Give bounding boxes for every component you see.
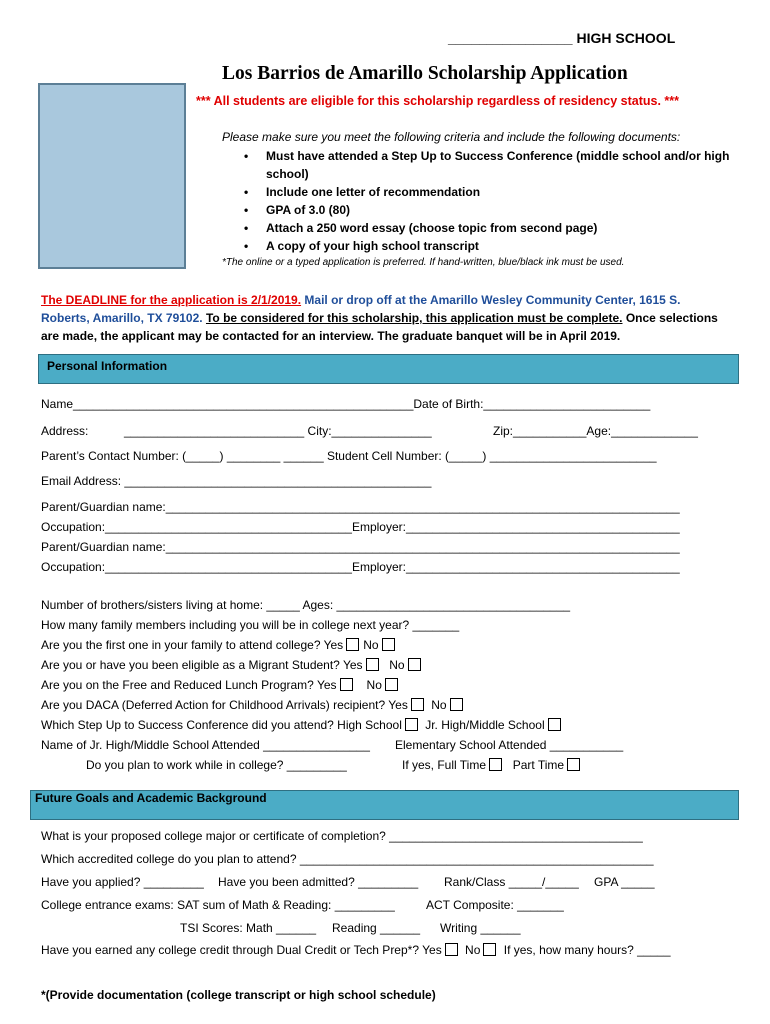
- address-label: Address:: [41, 424, 89, 438]
- daca-question: Are you DACA (Deferred Action for Childhood Arrivals) recipient? Yes No: [41, 698, 467, 712]
- deadline-rest: Once selections are made, the applicant may be contacted for an interview. The graduate banquet will be in April 2019.: [41, 311, 718, 343]
- tsi-writing-field[interactable]: Writing ______: [440, 921, 521, 935]
- section-future-goals: Future Goals and Academic Background: [30, 790, 739, 820]
- footnote: *The online or a typed application is preferred. If hand-written, blue/black ink must be used.: [222, 257, 625, 268]
- credit-hours-field[interactable]: If yes, how many hours? _____: [503, 943, 671, 957]
- guardian-name-field[interactable]: Parent/Guardian name:_____________________________________________________________________________: [41, 540, 680, 554]
- criteria-intro: Please make sure you meet the following criteria and include the following documents:: [222, 130, 681, 144]
- high-school-checkbox[interactable]: [405, 718, 418, 731]
- occupation-field[interactable]: Occupation:_____________________________________Employer:_________________________________________: [41, 520, 680, 534]
- conference-question: Which Step Up to Success Conference did you attend? High School Jr. High/Middle School: [41, 718, 565, 732]
- deadline-address: Mail or drop off at the Amarillo Wesley Community Center, 1615 S.: [301, 293, 681, 307]
- sat-field[interactable]: College entrance exams: SAT sum of Math & Reading: _________: [41, 898, 395, 912]
- documentation-note: *(Provide documentation (college transcript or high school schedule): [41, 988, 436, 1002]
- lunch-question: Are you on the Free and Reduced Lunch Program? Yes No: [41, 678, 402, 692]
- criteria-item: • Include one letter of recommendation: [244, 185, 481, 199]
- gpa-field[interactable]: GPA _____: [594, 875, 655, 889]
- act-field[interactable]: ACT Composite: _______: [426, 898, 564, 912]
- criteria-item: • GPA of 3.0 (80): [244, 203, 351, 217]
- criteria-item: • Must have attended a Step Up to Success Conference (middle school and/or high school): [244, 149, 730, 181]
- section-personal-information: Personal Information: [38, 354, 739, 384]
- first-college-yes-checkbox[interactable]: [346, 638, 359, 651]
- admitted-field[interactable]: Have you been admitted? _________: [218, 875, 419, 889]
- deadline-address-cont: Roberts, Amarillo, TX 79102.: [41, 311, 203, 325]
- guardian-name-field[interactable]: Parent/Guardian name:_____________________________________________________________________________: [41, 500, 680, 514]
- applied-field[interactable]: Have you applied? _________: [41, 875, 204, 889]
- deadline-complete-note: To be considered for this scholarship, this application must be complete.: [205, 311, 623, 325]
- work-in-college-field[interactable]: Do you plan to work while in college? _________: [86, 758, 347, 772]
- contact-numbers-field[interactable]: Parent’s Contact Number: (_____) ________ ______ Student Cell Number: (_____) _________________________: [41, 449, 657, 463]
- address-city-field[interactable]: ___________________________ City:_______________: [124, 424, 432, 438]
- high-school-line: ________________ HIGH SCHOOL: [448, 30, 676, 46]
- tsi-reading-field[interactable]: Reading ______: [332, 921, 421, 935]
- lunch-no-checkbox[interactable]: [385, 678, 398, 691]
- dual-credit-question: Have you earned any college credit through Dual Credit or Tech Prep*? Yes No If yes, how many hours? _____: [41, 943, 671, 957]
- daca-no-checkbox[interactable]: [450, 698, 463, 711]
- eligibility-note: *** All students are eligible for this scholarship regardless of residency status. ***: [196, 94, 680, 108]
- dual-credit-no-checkbox[interactable]: [483, 943, 496, 956]
- part-time-checkbox[interactable]: [567, 758, 580, 771]
- photo-placeholder: [38, 83, 186, 269]
- college-choice-field[interactable]: Which accredited college do you plan to attend? _____________________________________________________: [41, 852, 654, 866]
- lunch-yes-checkbox[interactable]: [340, 678, 353, 691]
- email-field[interactable]: Email Address: ______________________________________________: [41, 474, 432, 488]
- criteria-item: • Attach a 250 word essay (choose topic from second page): [244, 221, 598, 235]
- jr-high-name-field[interactable]: Name of Jr. High/Middle School Attended ________________: [41, 738, 370, 752]
- rank-class-field[interactable]: Rank/Class _____/_____: [444, 875, 579, 889]
- name-dob-field[interactable]: Name___________________________________________________Date of Birth:_________________________: [41, 397, 651, 411]
- work-hours-question: If yes, Full Time Part Time: [402, 758, 584, 772]
- first-college-no-checkbox[interactable]: [382, 638, 395, 651]
- migrant-question: Are you or have you been eligible as a Migrant Student? Yes No: [41, 658, 425, 672]
- deadline-paragraph: [41, 291, 731, 345]
- page-title: Los Barrios de Amarillo Scholarship Application: [222, 63, 628, 84]
- jr-high-checkbox[interactable]: [548, 718, 561, 731]
- elementary-name-field[interactable]: Elementary School Attended ___________: [395, 738, 624, 752]
- college-next-year-field[interactable]: How many family members including you will be in college next year? _______: [41, 618, 460, 632]
- tsi-math-field[interactable]: TSI Scores: Math ______: [180, 921, 317, 935]
- criteria-item: • A copy of your high school transcript: [244, 239, 479, 253]
- zip-age-field[interactable]: Zip:___________Age:_____________: [493, 424, 698, 438]
- daca-yes-checkbox[interactable]: [411, 698, 424, 711]
- occupation-field[interactable]: Occupation:_____________________________________Employer:_________________________________________: [41, 560, 680, 574]
- college-major-field[interactable]: What is your proposed college major or certificate of completion? ______________________________________: [41, 829, 643, 843]
- first-college-question: Are you the first one in your family to attend college? Yes No: [41, 638, 399, 652]
- deadline-date: The DEADLINE for the application is 2/1/2019.: [41, 293, 302, 307]
- full-time-checkbox[interactable]: [489, 758, 502, 771]
- migrant-yes-checkbox[interactable]: [366, 658, 379, 671]
- siblings-field[interactable]: Number of brothers/sisters living at home: _____ Ages: ___________________________________: [41, 598, 571, 612]
- dual-credit-yes-checkbox[interactable]: [445, 943, 458, 956]
- criteria-list: [232, 147, 742, 255]
- migrant-no-checkbox[interactable]: [408, 658, 421, 671]
